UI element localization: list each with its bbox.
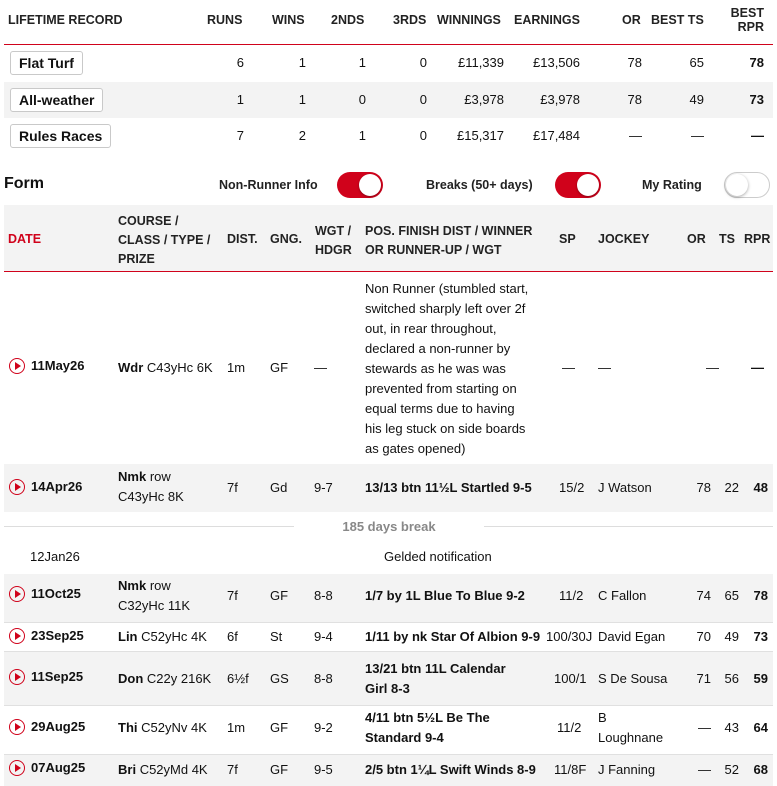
toggle-knob xyxy=(577,174,599,196)
break-divider-right xyxy=(484,526,773,527)
race-class: C52yNv 4K xyxy=(141,720,207,735)
header-2nds: 2NDS xyxy=(331,13,365,27)
race-weight: 9-4 xyxy=(314,629,333,644)
jockey-line: B xyxy=(598,710,607,725)
record-row xyxy=(4,46,773,81)
race-or: 70 xyxy=(696,629,711,644)
race-distance: 1m xyxy=(227,720,246,735)
form-row xyxy=(4,706,773,754)
race-rpr: 59 xyxy=(753,671,768,686)
race-distance: 1m xyxy=(227,360,246,375)
race-class: C32yHc 11K xyxy=(118,598,191,613)
notice-text: Gelded notification xyxy=(384,549,492,564)
or-value: 78 xyxy=(627,55,642,70)
runs-value: 7 xyxy=(236,128,244,143)
race-course xyxy=(118,358,213,378)
race-going: St xyxy=(270,629,283,644)
wins-value: 2 xyxy=(298,128,306,143)
header-rpr: RPR xyxy=(737,20,764,34)
non-runner-info-label: Non-Runner Info xyxy=(219,178,318,192)
race-going: GF xyxy=(270,762,289,777)
record-title: LIFETIME RECORD xyxy=(8,13,123,27)
header-best-ts: BEST TS xyxy=(651,13,704,27)
ts-value: — xyxy=(691,128,704,143)
form-row xyxy=(4,623,773,651)
race-ts: 49 xyxy=(724,629,739,644)
race-sp: 100/30J xyxy=(546,629,593,644)
result-line: Non Runner (stumbled start, xyxy=(365,281,529,296)
rules-races-button[interactable]: Rules Races xyxy=(10,124,111,148)
ts-value: 65 xyxy=(689,55,704,70)
jockey-column-header: JOCKEY xyxy=(598,232,650,246)
race-distance: 7f xyxy=(227,762,238,777)
race-result[interactable]: 13/13 btn 11½L Startled 9-5 xyxy=(365,480,532,495)
race-date[interactable]: 11Oct25 xyxy=(31,586,81,601)
thirds-value: 0 xyxy=(419,55,427,70)
result-line: 4/11 btn 5½L Be The xyxy=(365,710,490,725)
my-rating-toggle[interactable] xyxy=(724,172,770,198)
earnings-value: £3,978 xyxy=(540,92,580,107)
form-row xyxy=(4,272,773,464)
winnings-value: £3,978 xyxy=(464,92,504,107)
runs-value: 6 xyxy=(236,55,244,70)
header-wins: WINS xyxy=(272,13,305,27)
race-rpr: 68 xyxy=(753,762,768,777)
race-date[interactable]: 23Sep25 xyxy=(31,628,84,643)
result-line: as gates opened) xyxy=(365,441,466,456)
race-or: 78 xyxy=(696,480,711,495)
result-line: Standard 9-4 xyxy=(365,730,444,745)
race-sp: 11/2 xyxy=(557,720,582,735)
form-row xyxy=(4,464,773,512)
course-header-line: PRIZE xyxy=(118,252,155,266)
play-replay-icon[interactable] xyxy=(9,479,25,495)
course-name[interactable]: Nmk xyxy=(118,469,147,484)
race-date[interactable]: 11May26 xyxy=(31,358,85,373)
wgt-column-header xyxy=(315,222,352,260)
race-result[interactable]: 1/7 by 1L Blue To Blue 9-2 xyxy=(365,588,525,603)
header-winnings: WINNINGS xyxy=(437,13,501,27)
race-course xyxy=(118,627,207,647)
race-or: — xyxy=(698,762,711,777)
play-replay-icon[interactable] xyxy=(9,586,25,602)
result-line: out, in rear throughout, xyxy=(365,321,497,336)
breaks-toggle[interactable] xyxy=(555,172,601,198)
race-going: GF xyxy=(270,360,289,375)
race-weight: 8-8 xyxy=(314,671,333,686)
race-rpr: 78 xyxy=(753,588,768,603)
rpr-value: 73 xyxy=(749,92,764,107)
seconds-value: 0 xyxy=(358,92,366,107)
jockey-line: Loughnane xyxy=(598,730,664,745)
race-weight: 9-2 xyxy=(314,720,333,735)
race-sp: 100/1 xyxy=(554,671,587,686)
earnings-value: £17,484 xyxy=(533,128,580,143)
race-class: row xyxy=(149,578,171,593)
race-class: C52yMd 4K xyxy=(139,762,208,777)
break-label: 185 days break xyxy=(342,519,436,534)
breaks-label: Breaks (50+ days) xyxy=(426,178,533,192)
play-replay-icon[interactable] xyxy=(9,669,25,685)
result-line: 13/21 btn 11L Calendar xyxy=(365,661,506,676)
race-date[interactable]: 29Aug25 xyxy=(31,719,86,734)
header-earnings: EARNINGS xyxy=(514,13,580,27)
course-header-line: COURSE / xyxy=(118,214,179,228)
pos-header-line: OR RUNNER-UP / WGT xyxy=(365,243,502,257)
thirds-value: 0 xyxy=(419,128,427,143)
race-weight: 9-5 xyxy=(314,762,333,777)
race-ts: 65 xyxy=(724,588,739,603)
all-weather-button[interactable]: All-weather xyxy=(10,88,103,112)
race-jockey[interactable]: S De Sousa xyxy=(598,671,668,686)
race-weight: — xyxy=(314,360,327,375)
race-rpr: 73 xyxy=(753,629,768,644)
race-class: C52yHc 4K xyxy=(141,629,207,644)
wgt-header-line: WGT / xyxy=(315,224,352,238)
notice-date: 12Jan26 xyxy=(30,549,80,564)
race-date[interactable]: 11Sep25 xyxy=(31,669,84,684)
race-course xyxy=(118,669,211,689)
race-result[interactable] xyxy=(365,659,506,699)
course-name[interactable]: Wdr xyxy=(118,360,144,375)
race-class: row xyxy=(149,469,171,484)
earnings-value: £13,506 xyxy=(533,55,580,70)
result-line: prevented from starting on xyxy=(365,381,517,396)
form-title: Form xyxy=(4,175,44,192)
race-jockey[interactable]: J Fanning xyxy=(598,762,656,777)
date-column-header[interactable]: DATE xyxy=(8,232,42,246)
race-course xyxy=(118,576,171,596)
race-course xyxy=(118,718,207,738)
race-ts: 22 xyxy=(724,480,739,495)
race-going: GF xyxy=(270,720,289,735)
result-line: his leg stuck on side boards xyxy=(365,421,526,436)
pos-header-line: POS. FINISH DIST / WINNER xyxy=(365,224,533,238)
flat-turf-button[interactable]: Flat Turf xyxy=(10,51,83,75)
course-name[interactable]: Lin xyxy=(118,629,138,644)
race-ts: 43 xyxy=(724,720,739,735)
course-header-line: CLASS / TYPE / xyxy=(118,233,211,247)
race-jockey[interactable]: David Egan xyxy=(598,629,666,644)
record-row xyxy=(4,118,773,154)
toggle-knob xyxy=(726,174,748,196)
race-jockey[interactable]: C Fallon xyxy=(598,588,647,603)
sp-column-header: SP xyxy=(559,232,576,246)
course-name[interactable]: Bri xyxy=(118,762,137,777)
winnings-value: £11,339 xyxy=(457,55,504,70)
header-runs: RUNS xyxy=(207,13,243,27)
pos-column-header xyxy=(365,222,532,260)
race-going: GS xyxy=(270,671,289,686)
result-line: switched sharply left over 2f xyxy=(365,301,526,316)
form-row xyxy=(4,574,773,622)
notice-row xyxy=(4,540,773,574)
race-result[interactable]: 1/11 by nk Star Of Albion 9-9 xyxy=(365,629,541,644)
break-divider-left xyxy=(4,526,294,527)
race-distance: 6f xyxy=(227,629,238,644)
going-column-header: GNG. xyxy=(270,232,302,246)
header-3rds: 3RDS xyxy=(393,13,427,27)
or-column-header: OR xyxy=(687,232,706,246)
race-distance: 6½f xyxy=(227,671,249,686)
toggle-knob xyxy=(359,174,381,196)
race-weight: 9-7 xyxy=(314,480,333,495)
wins-value: 1 xyxy=(298,92,306,107)
thirds-value: 0 xyxy=(419,92,427,107)
race-ts: 52 xyxy=(724,762,739,777)
race-weight: 8-8 xyxy=(314,588,333,603)
rpr-value: — xyxy=(751,128,764,143)
play-replay-icon[interactable] xyxy=(9,760,25,776)
race-distance: 7f xyxy=(227,588,238,603)
result-line: Girl 8-3 xyxy=(365,681,410,696)
form-row xyxy=(4,652,773,705)
race-rpr: 48 xyxy=(753,480,768,495)
race-result xyxy=(365,279,545,459)
wins-value: 1 xyxy=(298,55,306,70)
race-result[interactable]: 2/5 btn 1¼L Swift Winds 8-9 xyxy=(365,762,536,777)
race-date[interactable]: 14Apr26 xyxy=(31,479,83,494)
race-rpr: 64 xyxy=(753,720,768,735)
race-rpr: — xyxy=(751,360,764,375)
race-going: GF xyxy=(270,588,289,603)
race-class: C43yHc 8K xyxy=(118,489,184,504)
play-replay-icon[interactable] xyxy=(9,719,25,735)
play-replay-icon[interactable] xyxy=(9,628,25,644)
race-result[interactable] xyxy=(365,708,490,748)
course-column-header xyxy=(118,212,210,269)
race-sp: 11/8F xyxy=(554,762,587,777)
play-replay-icon[interactable] xyxy=(9,358,25,374)
record-row xyxy=(4,82,773,118)
winnings-value: £15,317 xyxy=(457,128,504,143)
rpr-column-header: RPR xyxy=(744,232,771,246)
rpr-value: 78 xyxy=(749,55,764,70)
ts-column-header: TS xyxy=(719,232,735,246)
race-or: 74 xyxy=(696,588,711,603)
non-runner-info-toggle[interactable] xyxy=(337,172,383,198)
wgt-header-line: HDGR xyxy=(315,243,352,257)
runs-value: 1 xyxy=(236,92,244,107)
race-class: C22y 216K xyxy=(146,671,212,686)
result-line: equal terms due to having xyxy=(365,401,515,416)
or-value: 78 xyxy=(627,92,642,107)
result-line: declared a non-runner by xyxy=(365,341,511,356)
course-name[interactable]: Nmk xyxy=(118,578,147,593)
race-course xyxy=(118,467,171,487)
race-class: C43yHc 6K xyxy=(146,360,213,375)
course-name[interactable]: Thi xyxy=(118,720,138,735)
race-going: Gd xyxy=(270,480,288,495)
race-jockey[interactable] xyxy=(598,708,663,748)
result-line: stewards as he was was xyxy=(365,361,506,376)
record-header-divider xyxy=(4,44,773,45)
form-row xyxy=(4,755,773,786)
race-jockey: — xyxy=(598,360,611,375)
course-name[interactable]: Don xyxy=(118,671,144,686)
race-or: — xyxy=(698,720,711,735)
race-distance: 7f xyxy=(227,480,238,495)
seconds-value: 1 xyxy=(358,128,366,143)
race-date[interactable]: 07Aug25 xyxy=(31,760,86,775)
dist-column-header: DIST. xyxy=(227,232,258,246)
race-ts: 56 xyxy=(724,671,739,686)
race-jockey[interactable]: J Watson xyxy=(598,480,652,495)
header-best: BEST xyxy=(730,6,764,20)
race-or: 71 xyxy=(696,671,711,686)
seconds-value: 1 xyxy=(358,55,366,70)
race-course xyxy=(118,760,208,780)
race-sp: 11/2 xyxy=(559,588,584,603)
ts-value: 49 xyxy=(689,92,704,107)
header-or: OR xyxy=(622,13,641,27)
race-sp: 15/2 xyxy=(559,480,585,495)
or-value: — xyxy=(629,128,642,143)
race-ts: — xyxy=(706,360,719,375)
race-sp: — xyxy=(562,360,575,375)
my-rating-label: My Rating xyxy=(642,178,702,192)
